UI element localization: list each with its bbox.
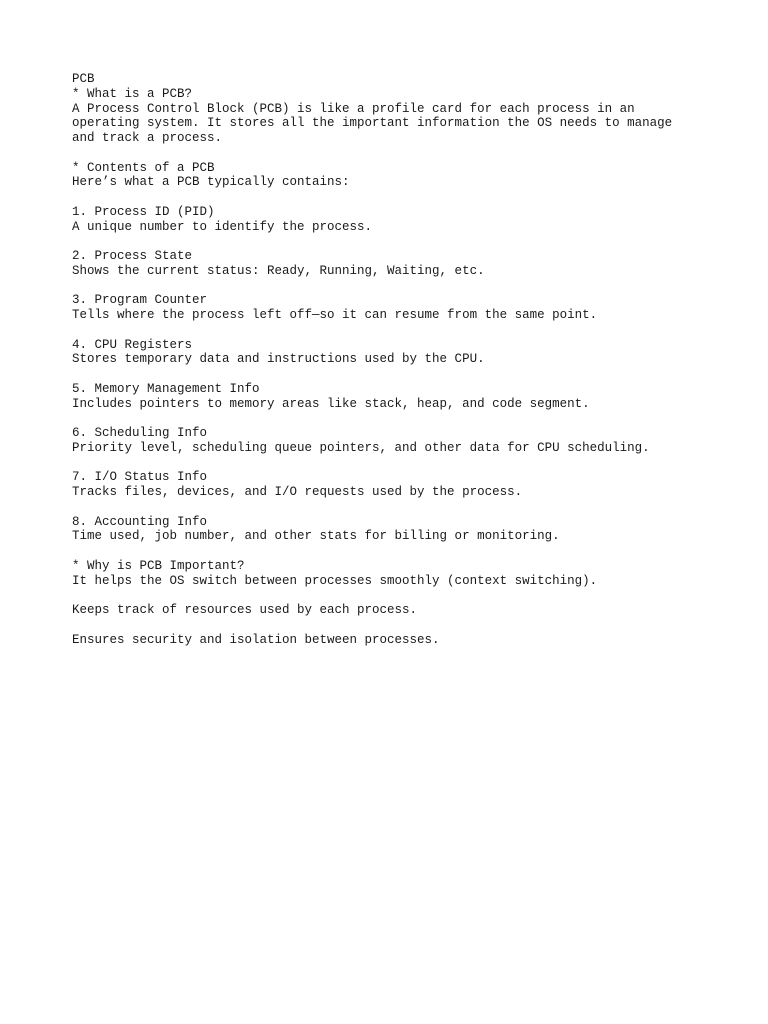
intro-line: A Process Control Block (PCB) is like a profile card for each process in an (72, 101, 635, 116)
contents-item-description: Tracks files, devices, and I/O requests used by the process. (72, 485, 523, 499)
contents-item-description: Priority level, scheduling queue pointers, and other data for CPU scheduling. (72, 440, 650, 455)
contents-item-description: Tells where the process left off—so it can resume from the same point. (72, 308, 598, 322)
spacer (72, 279, 712, 294)
contents-item-description: Time used, job number, and other stats for billing or monitoring. (72, 529, 560, 544)
spacer (72, 544, 712, 559)
contents-item-title: 1. Process ID (PID) (72, 204, 215, 219)
spacer (72, 411, 712, 426)
contents-item (72, 293, 712, 323)
section-heading-importance: * Why is PCB Important? (72, 558, 245, 573)
document-title: PCB (72, 72, 95, 86)
contents-item (72, 426, 712, 456)
contents-item (72, 470, 712, 500)
spacer (72, 456, 712, 471)
spacer (72, 323, 712, 338)
section-heading-contents: * Contents of a PCB (72, 160, 215, 175)
spacer (72, 618, 712, 633)
contents-lead: Here’s what a PCB typically contains: (72, 175, 350, 190)
spacer (72, 588, 712, 603)
contents-item-title: 6. Scheduling Info (72, 426, 208, 440)
contents-item-title: 3. Program Counter (72, 293, 208, 308)
contents-item-description: A unique number to identify the process. (72, 219, 373, 234)
contents-item (72, 382, 712, 412)
importance-point: Ensures security and isolation between processes. (72, 632, 440, 647)
spacer (72, 234, 712, 249)
contents-item-description: Stores temporary data and instructions used by the CPU. (72, 352, 485, 367)
contents-item (72, 205, 712, 235)
document-page (72, 72, 712, 647)
contents-item-title: 2. Process State (72, 249, 193, 263)
spacer (72, 367, 712, 382)
intro-line: operating system. It stores all the important information the OS needs to manage (72, 116, 673, 131)
contents-item (72, 515, 712, 545)
importance-point: It helps the OS switch between processes smoothly (context switching). (72, 573, 598, 588)
spacer (72, 500, 712, 515)
contents-item-title: 7. I/O Status Info (72, 470, 208, 485)
contents-item-title: 8. Accounting Info (72, 514, 208, 529)
contents-item-description: Shows the current status: Ready, Running, Waiting, etc. (72, 263, 485, 278)
contents-item-title: 4. CPU Registers (72, 337, 193, 352)
spacer (72, 146, 712, 161)
spacer (72, 190, 712, 205)
contents-item-title: 5. Memory Management Info (72, 381, 260, 396)
contents-item-description: Includes pointers to memory areas like stack, heap, and code segment. (72, 396, 590, 411)
contents-item (72, 338, 712, 368)
section-heading-what-is-pcb: * What is a PCB? (72, 86, 193, 101)
contents-item (72, 249, 712, 279)
intro-line: and track a process. (72, 131, 223, 145)
importance-point: Keeps track of resources used by each process. (72, 603, 418, 617)
